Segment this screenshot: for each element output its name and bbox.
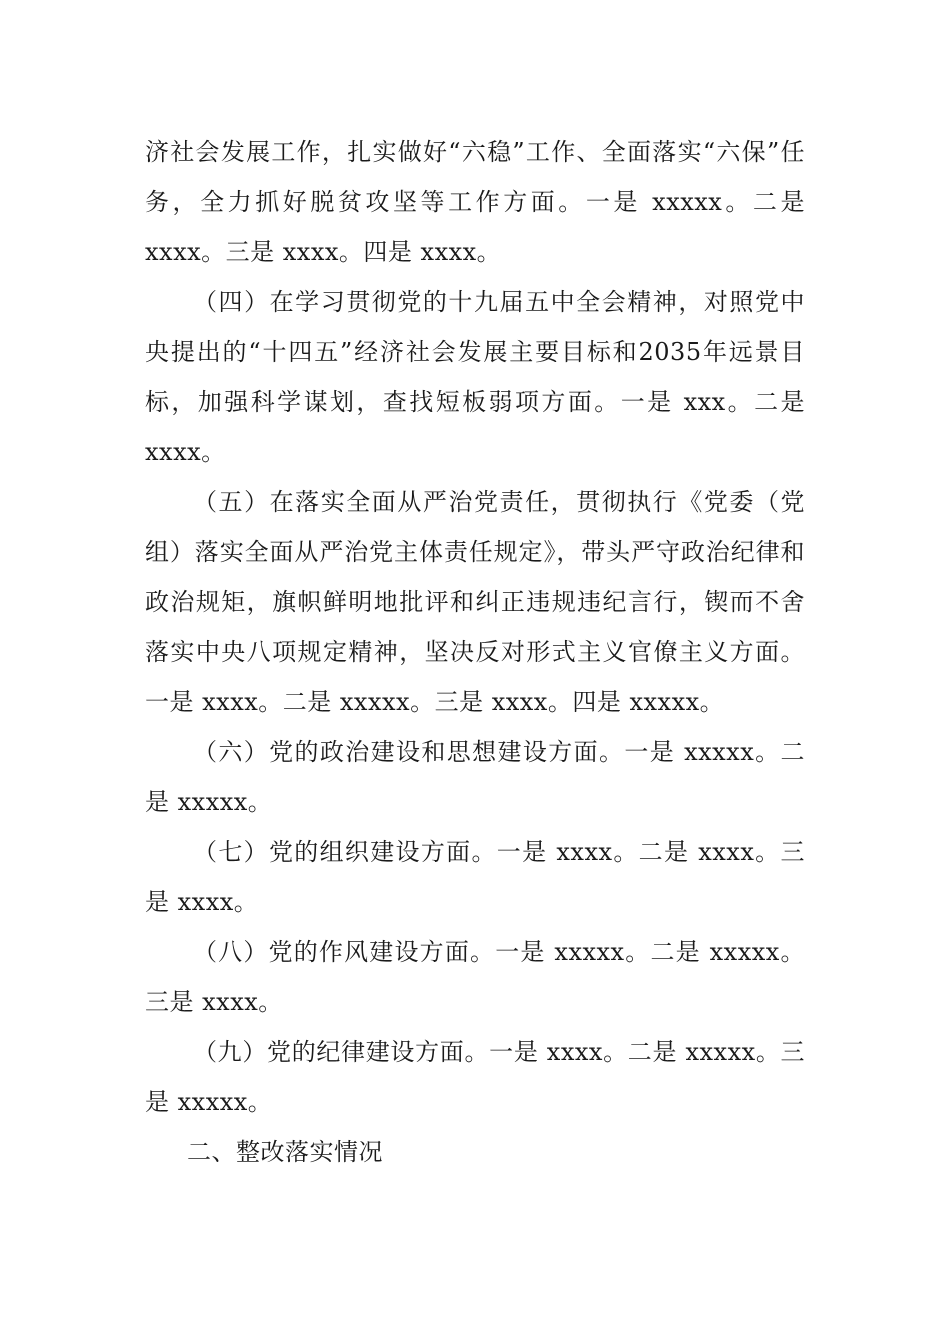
paragraph-item-8: （八）党的作风建设方面。一是 xxxxx。二是 xxxxx。三是 xxxx。 [145, 938, 805, 1016]
paragraph-item-7: （七）党的组织建设方面。一是 xxxx。二是 xxxx。三是 xxxx。 [145, 838, 805, 916]
section-heading: 二、整改落实情况 [187, 1138, 383, 1166]
paragraph-item-4: （四）在学习贯彻党的十九届五中全会精神，对照党中央提出的“十四五”经济社会发展主要目标和2035年远景目标，加强科学谋划，查找短板弱项方面。一是 xxx。二是 xxxx。 [145, 288, 805, 466]
paragraph-continuation: 济社会发展工作，扎实做好“六稳”工作、全面落实“六保”任务，全力抓好脱贫攻坚等工作方面。一是 xxxxx。二是 xxxx。三是 xxxx。四是 xxxx。 [145, 138, 805, 266]
paragraph-item-5: （五）在落实全面从严治党责任，贯彻执行《党委（党组）落实全面从严治党主体责任规定》，带头严守政治纪律和政治规矩，旗帜鲜明地批评和纠正违规违纪言行，锲而不舍落实中央八项规定精神，坚决反对形式主义官僚主义方面。一是 xxxx。二是 xxxxx。三是 xxxx。四是 xxxxx。 [145, 488, 805, 716]
document-body [145, 127, 805, 1177]
paragraph-item-6: （六）党的政治建设和思想建设方面。一是 xxxxx。二是 xxxxx。 [145, 738, 805, 816]
paragraph-item-9: （九）党的纪律建设方面。一是 xxxx。二是 xxxxx。三是 xxxxx。 [145, 1038, 805, 1116]
